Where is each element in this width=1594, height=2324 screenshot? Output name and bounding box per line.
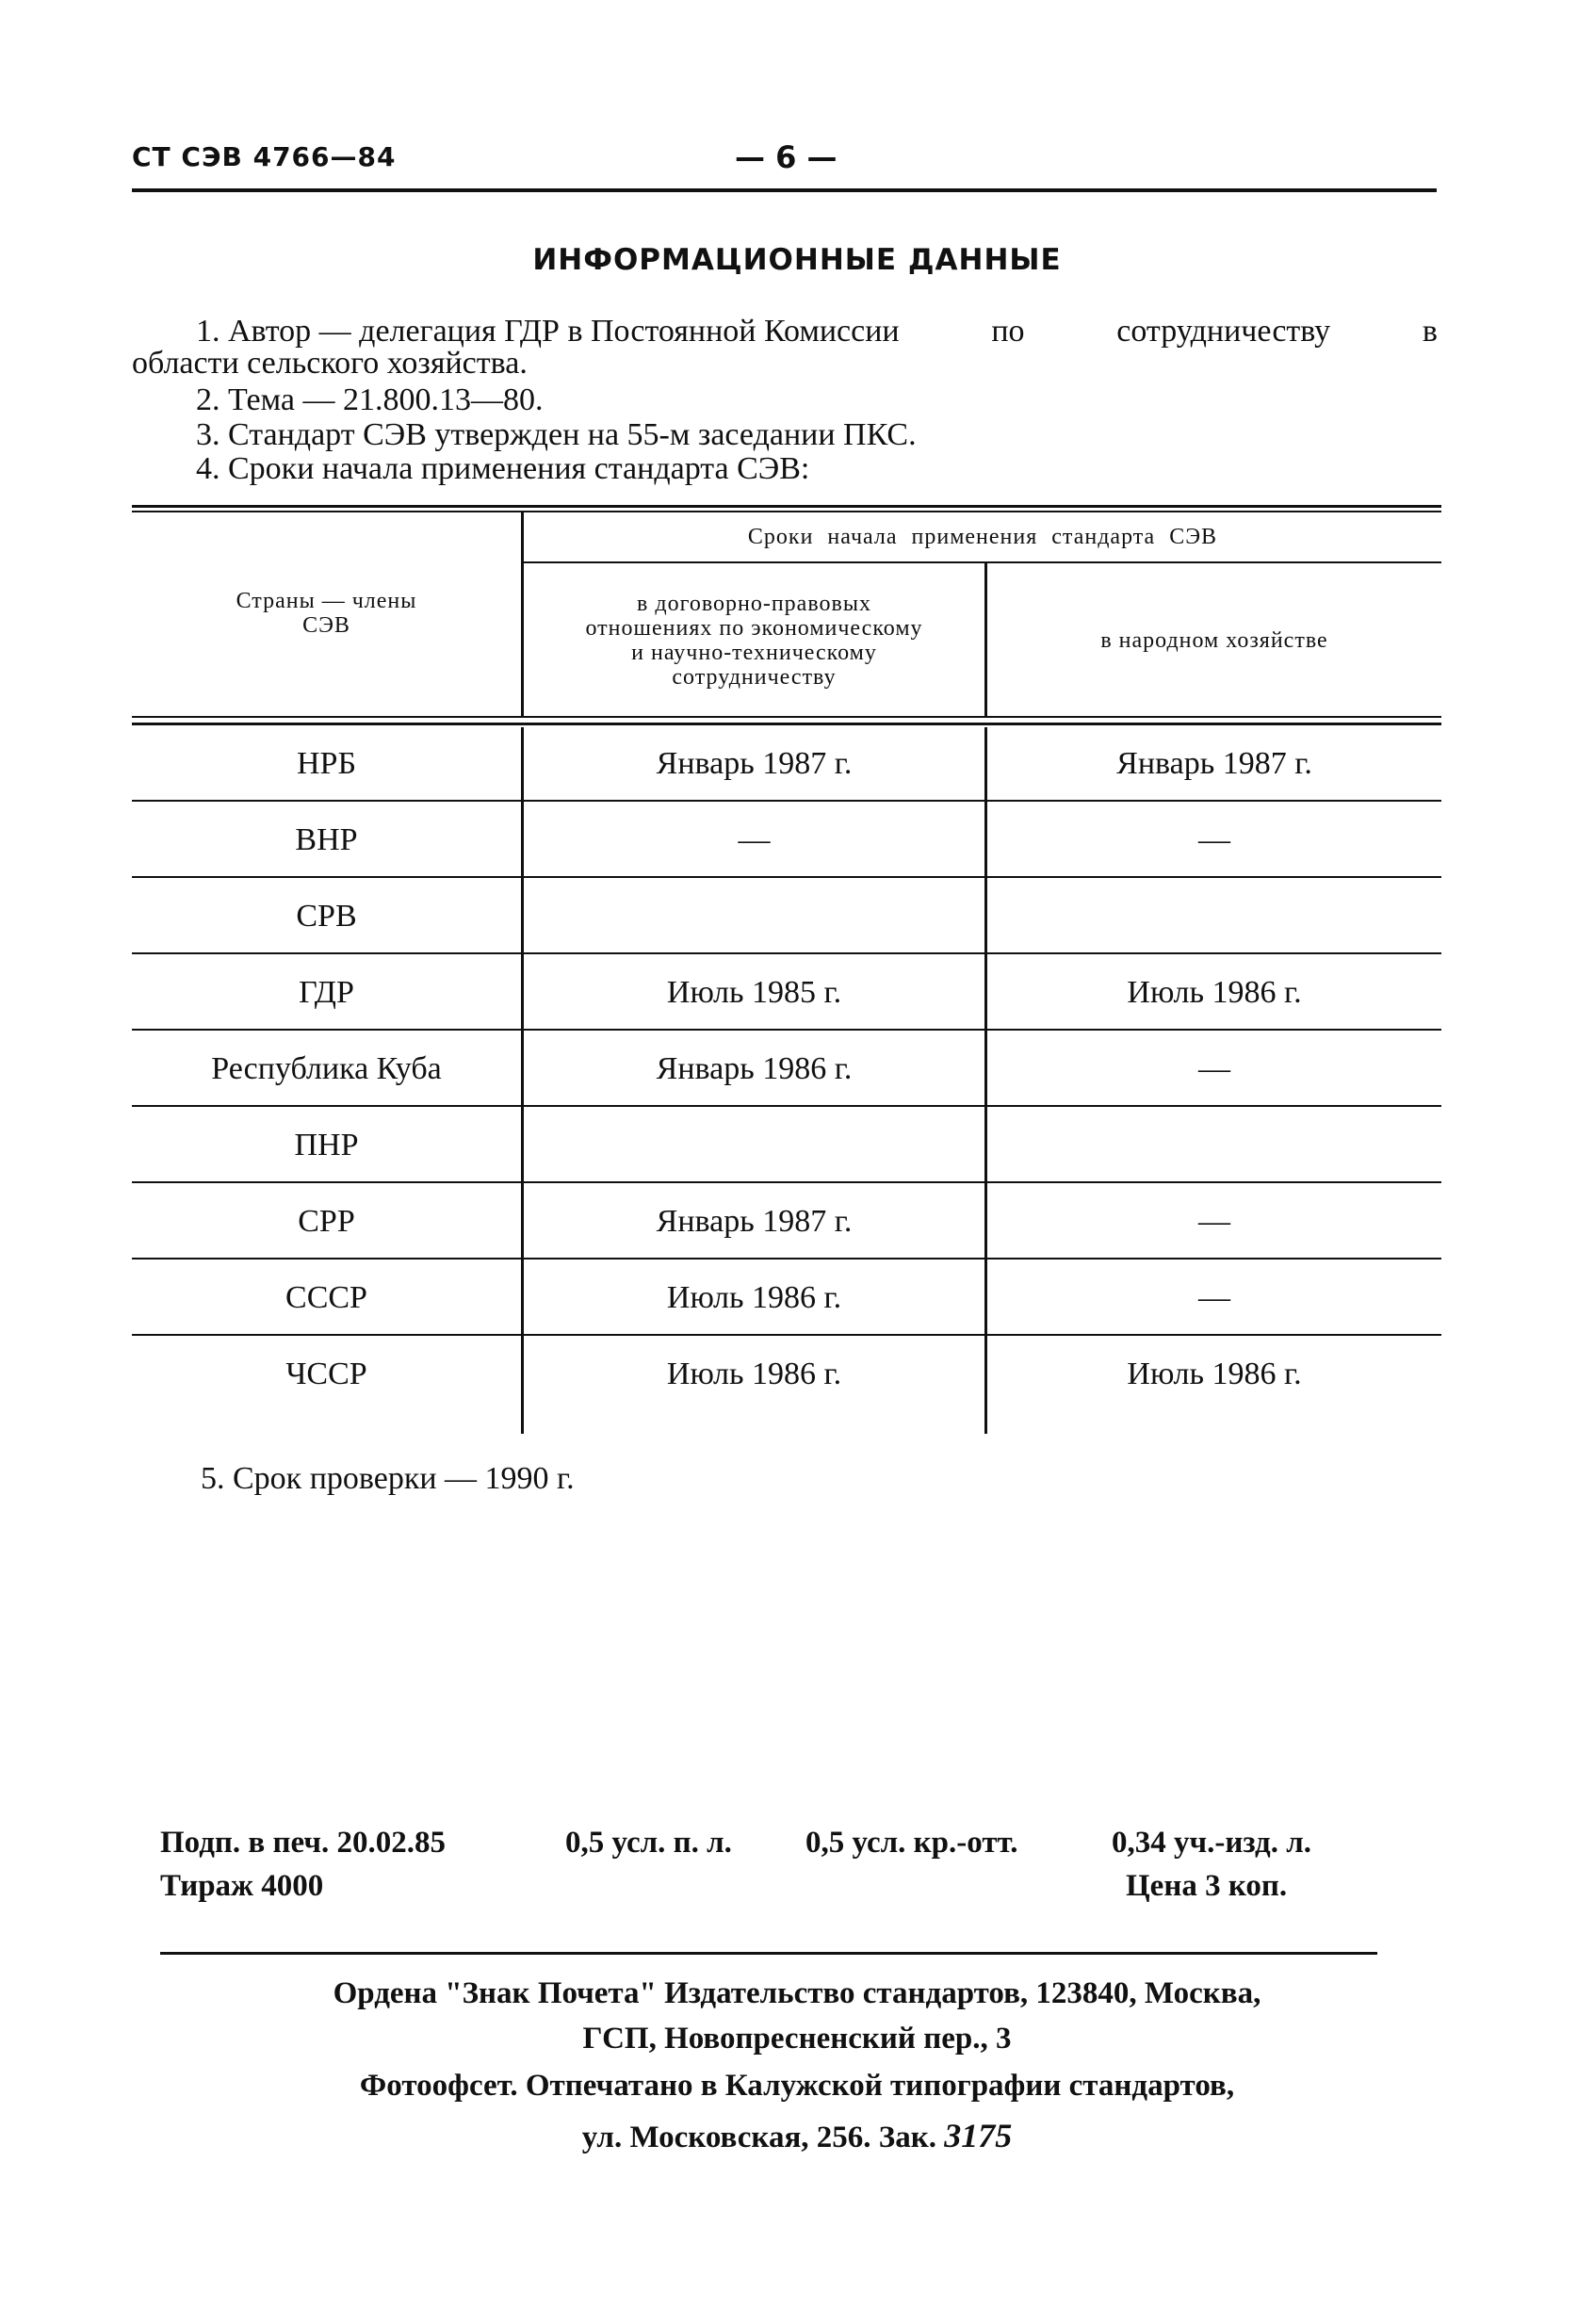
table-cell-contract: Январь 1987 г. — [656, 1203, 853, 1239]
item-4: 4. Сроки начала применения стандарта СЭВ: — [196, 451, 810, 486]
header-bottom-rule — [132, 716, 1441, 718]
table-cell-economy — [987, 1107, 1441, 1183]
item-3: 3. Стандарт СЭВ утвержден на 55-м заседании ПКС. — [196, 417, 917, 452]
header-rule — [132, 188, 1437, 192]
item-1-line-2: области сельского хозяйства. — [132, 346, 528, 381]
table-cell-economy: — — [1198, 821, 1230, 857]
item-1-text-a: 1. Автор — делегация ГДР в Постоянной Комиссии — [196, 314, 900, 349]
item-5: 5. Срок проверки — 1990 г. — [201, 1461, 575, 1496]
circulation: Тираж 4000 — [160, 1869, 324, 1903]
header-countries: Страны — члены СЭВ — [236, 589, 417, 638]
section-title: ИНФОРМАЦИОННЫЕ ДАННЫЕ — [532, 243, 1062, 277]
imprint-rule — [160, 1952, 1377, 1955]
table-cell-contract: Июль 1986 г. — [666, 1279, 842, 1315]
print-sign-date: Подп. в печ. 20.02.85 — [160, 1826, 446, 1860]
conventional-sheets: 0,5 усл. п. л. — [565, 1826, 732, 1860]
table-cell-contract: Июль 1985 г. — [666, 974, 842, 1010]
item-1-text-d: в — [1422, 314, 1438, 349]
publisher-line-3: Фотоофсет. Отпечатано в Калужской типографии стандартов, — [359, 2069, 1235, 2103]
table-cell-economy: Январь 1987 г. — [1116, 745, 1312, 781]
page-number: — 6 — — [735, 139, 838, 175]
item-2: 2. Тема — 21.800.13—80. — [196, 382, 544, 417]
conventional-prints: 0,5 усл. кр.-отт. — [805, 1826, 1018, 1860]
table-cell-contract: Январь 1986 г. — [656, 1050, 853, 1086]
item-1-text-c: сотрудничеству — [1116, 314, 1331, 349]
publisher-line-1: Ордена "Знак Почета" Издательство стандартов, 123840, Москва, — [333, 1976, 1261, 2010]
table-top-rule — [132, 505, 1441, 508]
table-cell-contract — [524, 878, 984, 954]
table-cell-country: ВНР — [295, 821, 358, 857]
group-header-rule — [521, 561, 1441, 563]
table-cell-contract: — — [738, 821, 771, 857]
table-cell-economy — [987, 878, 1441, 954]
edition-sheets: 0,34 уч.-изд. л. — [1112, 1826, 1311, 1860]
table-cell-country: Республика Куба — [211, 1050, 442, 1086]
table-cell-country: ГДР — [299, 974, 354, 1010]
standard-designation: СТ СЭВ 4766—84 — [132, 141, 397, 172]
table-cell-country: СРВ — [296, 898, 357, 934]
table-cell-economy: Июль 1986 г. — [1127, 1356, 1302, 1391]
table-cell-economy: — — [1198, 1279, 1230, 1315]
table-cell-country: СРР — [298, 1203, 355, 1239]
order-number: 3175 — [944, 2117, 1013, 2154]
dates-table — [132, 505, 1441, 1434]
header-contract: в договорно-правовых отношениях по экономическому и научно-техническому сотрудничеству — [585, 592, 923, 690]
table-cell-contract — [524, 1107, 984, 1183]
table-cell-contract: Июль 1986 г. — [666, 1356, 842, 1391]
table-cell-country: НРБ — [297, 745, 356, 781]
publisher-address: ул. Московская, 256. Зак. — [581, 2121, 936, 2154]
publisher-line-2: ГСП, Новопресненский пер., 3 — [582, 2022, 1012, 2056]
table-cell-country: СССР — [285, 1279, 367, 1315]
publisher-line-4 — [0, 2116, 1594, 2155]
header-group: Сроки начала применения стандарта СЭВ — [747, 525, 1218, 549]
table-cell-economy: Июль 1986 г. — [1127, 974, 1302, 1010]
header-economy: в народном хозяйстве — [1100, 628, 1328, 653]
table-cell-economy: — — [1198, 1203, 1230, 1239]
table-cell-country: ПНР — [294, 1127, 359, 1162]
item-1-text-b: по — [991, 314, 1025, 349]
table-cell-economy: — — [1198, 1050, 1230, 1086]
item-1-line-1 — [196, 315, 1438, 349]
table-cell-contract: Январь 1987 г. — [656, 745, 853, 781]
price: Цена 3 коп. — [1126, 1869, 1288, 1903]
table-cell-country: ЧССР — [285, 1356, 367, 1391]
